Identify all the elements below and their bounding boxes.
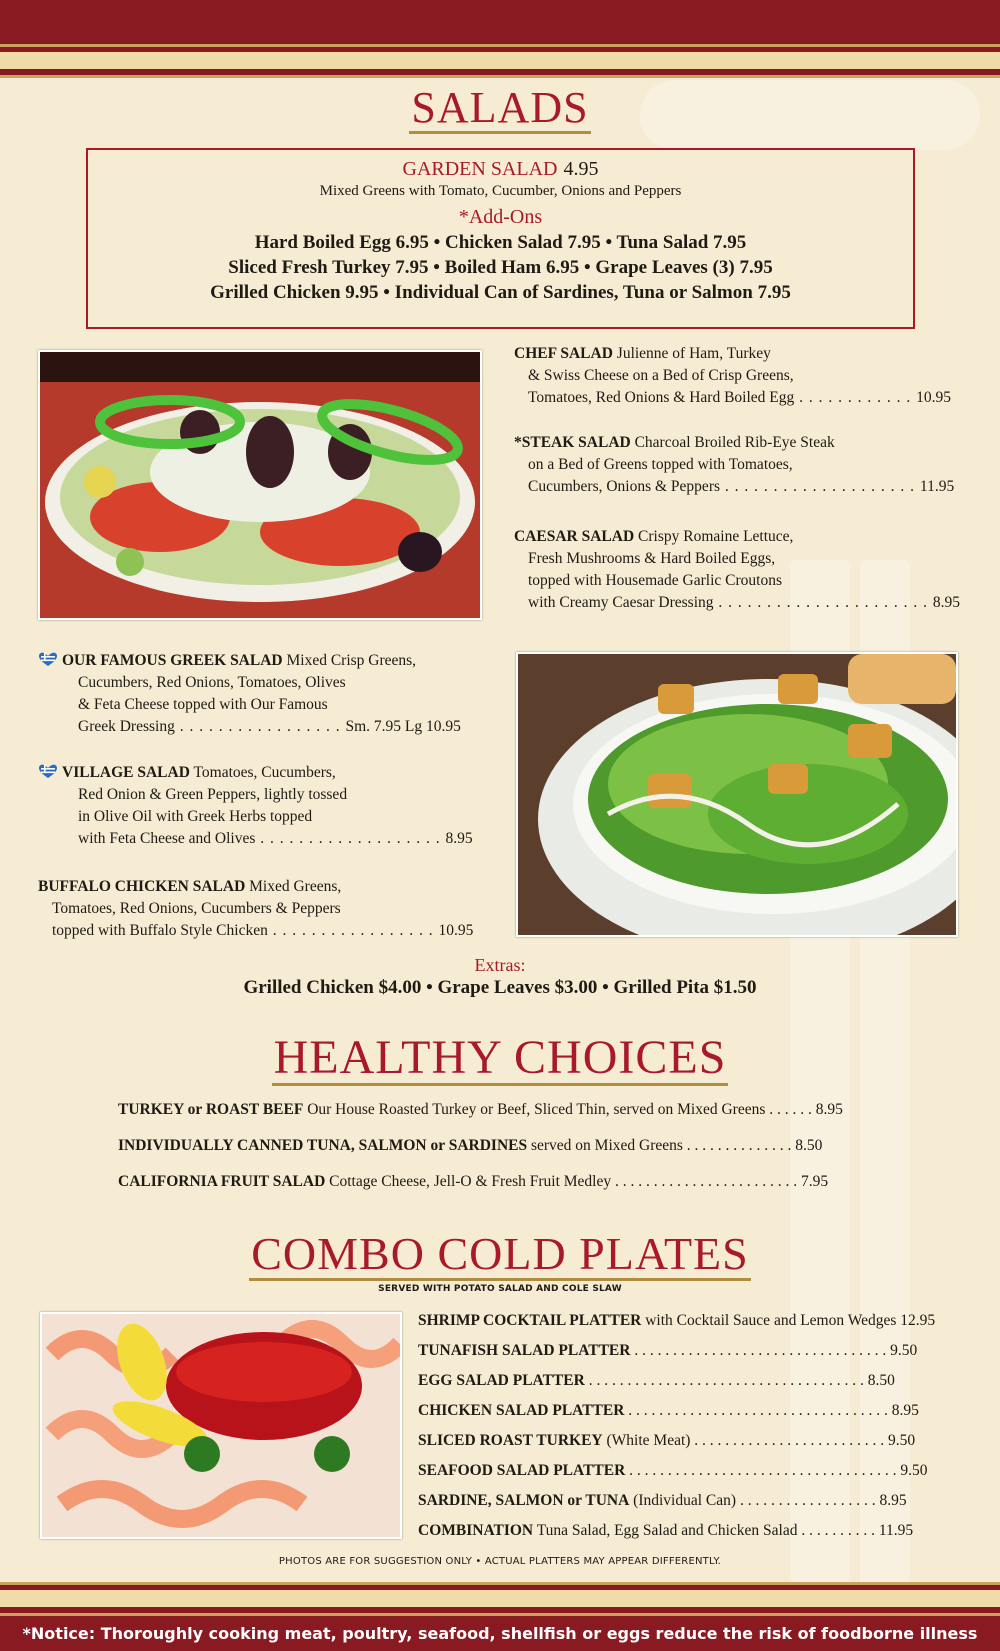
leader-dots: . . . . . . . . . . . . . . . . . [267, 922, 439, 939]
menu-item-sliced-roast-turkey [418, 1432, 915, 1450]
item-price: 10.95 [916, 389, 952, 406]
leader-dots: . . . . . . . . . . . . . . . . . . . . . . [713, 594, 933, 611]
menu-item-sardine-salmon-tuna [418, 1492, 907, 1510]
leader-dots: . . . . . . . . . . . . . . . . . [174, 718, 346, 735]
item-desc: with Cocktail Sauce and Lemon Wedges [645, 1312, 897, 1329]
greek-key-border-top [0, 44, 1000, 78]
item-desc: topped with Buffalo Style Chicken [52, 922, 268, 939]
item-price: 8.95 [815, 1101, 843, 1118]
item-price: 9.50 [888, 1432, 916, 1449]
item-name: TUNAFISH SALAD PLATTER [418, 1342, 631, 1359]
menu-item-combination [418, 1522, 913, 1540]
item-desc: on a Bed of Greens topped with Tomatoes, [528, 456, 793, 473]
menu-item-tunafish-salad-platter [418, 1342, 917, 1360]
item-name: EGG SALAD PLATTER [418, 1372, 585, 1389]
leader-dots: . . . . . . . . . . . . . . . . . . . . . . . . . . . . . . . . . [630, 1342, 891, 1359]
item-price: 7.95 [801, 1173, 829, 1190]
menu-item-turkey-roast-beef [118, 1101, 843, 1119]
menu-item-steak-salad [514, 432, 964, 498]
item-desc: & Feta Cheese topped with Our Famous [78, 696, 328, 713]
extras-title: Extras: [474, 955, 526, 975]
menu-item-egg-salad-platter [418, 1372, 895, 1390]
item-price: 8.50 [795, 1137, 823, 1154]
healthy-choices-heading-text: HEALTHY CHOICES [272, 1033, 729, 1086]
item-desc: Tuna Salad, Egg Salad and Chicken Salad [536, 1522, 798, 1539]
item-desc: served on Mixed Greens [530, 1137, 683, 1154]
item-name: OUR FAMOUS GREEK SALAD [62, 652, 283, 669]
extras-line: Grilled Chicken $4.00 • Grape Leaves $3.00 • Grilled Pita $1.50 [243, 977, 757, 998]
salads-heading [0, 82, 1000, 134]
garden-salad-box [86, 148, 915, 329]
caesar-salad-illustration [518, 654, 956, 935]
combo-cold-plates-heading [0, 1227, 1000, 1281]
leader-dots: . . . . . . . . . . . . . . . . . . . . . . . . . . . . . . . . . . . . [584, 1372, 868, 1389]
greek-salad-photo [38, 350, 482, 620]
leader-dots: . . . . . . . . . . . . . . . . . . . . . . . . . [690, 1432, 889, 1449]
menu-item-california-fruit-salad [118, 1173, 828, 1191]
menu-item-village-salad [38, 762, 488, 850]
item-name: CAESAR SALAD [514, 528, 635, 545]
item-desc: with Feta Cheese and Olives [78, 830, 256, 847]
item-name: SEAFOOD SALAD PLATTER [418, 1462, 626, 1479]
foodborne-illness-notice: *Notice: Thoroughly cooking meat, poultry, seafood, shellfish or eggs reduce the risk of foodborne illness [0, 1616, 1000, 1651]
item-desc: topped with Housemade Garlic Croutons [528, 572, 782, 589]
caesar-salad-photo [516, 652, 958, 937]
addons-line: Grilled Chicken 9.95 • Individual Can of Sardines, Tuna or Salmon 7.95 [210, 282, 791, 303]
item-price: 9.50 [890, 1342, 918, 1359]
item-desc: Cucumbers, Red Onions, Tomatoes, Olives [78, 674, 346, 691]
item-price: 9.50 [900, 1462, 928, 1479]
leader-dots: . . . . . . . . . . . . . . . . . . . [255, 830, 446, 847]
item-price: 8.95 [879, 1492, 907, 1509]
item-desc: Our House Roasted Turkey or Beef, Sliced Thin, served on Mixed Greens [307, 1101, 766, 1118]
item-desc: Tomatoes, Red Onions & Hard Boiled Egg [528, 389, 795, 406]
item-name: BUFFALO CHICKEN SALAD [38, 878, 246, 895]
leader-dots: . . . . . . [765, 1101, 816, 1118]
combo-subheading: SERVED WITH POTATO SALAD AND COLE SLAW [378, 1284, 622, 1294]
item-desc: in Olive Oil with Greek Herbs topped [78, 808, 313, 825]
item-name: CHEF SALAD [514, 345, 613, 362]
menu-item-seafood-salad-platter [418, 1462, 928, 1480]
garden-salad-price: 4.95 [563, 158, 599, 180]
item-desc: Cottage Cheese, Jell-O & Fresh Fruit Medley [329, 1173, 612, 1190]
leader-dots: . . . . . . . . . . . . [794, 389, 917, 406]
addons-line: Sliced Fresh Turkey 7.95 • Boiled Ham 6.95 • Grape Leaves (3) 7.95 [228, 257, 773, 278]
item-name: SHRIMP COCKTAIL PLATTER [418, 1312, 642, 1329]
item-price: 8.50 [867, 1372, 895, 1389]
shrimp-cocktail-illustration [42, 1314, 400, 1537]
item-price: Sm. 7.95 Lg 10.95 [345, 718, 461, 735]
item-desc: Mixed Crisp Greens, [286, 652, 417, 669]
item-desc: Tomatoes, Red Onions, Cucumbers & Peppers [52, 900, 341, 917]
menu-item-greek-salad [38, 650, 488, 738]
item-name: CALIFORNIA FRUIT SALAD [118, 1173, 326, 1190]
greek-flag-icon [38, 763, 58, 779]
leader-dots: . . . . . . . . . . . . . . . . . . . . . . . . [611, 1173, 801, 1190]
menu-item-shrimp-cocktail-platter [418, 1312, 935, 1330]
item-price: 8.95 [445, 830, 473, 847]
item-desc: (Individual Can) [633, 1492, 737, 1509]
item-name: SLICED ROAST TURKEY [418, 1432, 603, 1449]
item-desc: Greek Dressing [78, 718, 175, 735]
item-desc: Fresh Mushrooms & Hard Boiled Eggs, [528, 550, 776, 567]
item-name: VILLAGE SALAD [62, 764, 190, 781]
item-price: 8.95 [932, 594, 961, 611]
item-price: 11.95 [878, 1522, 914, 1539]
menu-item-canned-tuna [118, 1137, 822, 1155]
item-name: TURKEY or ROAST BEEF [118, 1101, 304, 1118]
shrimp-cocktail-photo [40, 1312, 402, 1539]
garden-salad-name: GARDEN SALAD [402, 158, 558, 180]
item-desc: Mixed Greens, [249, 878, 342, 895]
greek-flag-icon [38, 651, 58, 667]
healthy-choices-heading [0, 1030, 1000, 1086]
leader-dots: . . . . . . . . . . . . . . . . . . . . . . . . . . . . . . . . . . [624, 1402, 892, 1419]
menu-item-caesar-salad [514, 526, 964, 614]
addons-line: Hard Boiled Egg 6.95 • Chicken Salad 7.95 • Tuna Salad 7.95 [254, 232, 747, 253]
item-price: 8.95 [891, 1402, 919, 1419]
leader-dots: . . . . . . . . . . . . . . . . . . [736, 1492, 880, 1509]
item-name: COMBINATION [418, 1522, 534, 1539]
garden-salad-description: Mixed Greens with Tomato, Cucumber, Onions and Peppers [319, 183, 682, 199]
item-price: 12.95 [900, 1312, 936, 1329]
leader-dots: . . . . . . . . . . . . . . . . . . . . . . . . . . . . . . . . . . . [625, 1462, 901, 1479]
item-desc: (White Meat) [606, 1432, 691, 1449]
item-desc: Cucumbers, Onions & Peppers [528, 478, 721, 495]
item-name: *STEAK SALAD [514, 434, 631, 451]
leader-dots: . . . . . . . . . . . . . . . . . . . . [720, 478, 920, 495]
greek-salad-illustration [40, 352, 480, 618]
menu-item-chef-salad [514, 343, 964, 409]
combo-cold-plates-heading-text: COMBO COLD PLATES [249, 1230, 751, 1281]
photo-disclaimer: PHOTOS ARE FOR SUGGESTION ONLY • ACTUAL PLATTERS MAY APPEAR DIFFERENTLY. [278, 1556, 722, 1567]
salads-heading-text: SALADS [409, 85, 590, 134]
menu-item-buffalo-chicken-salad [38, 876, 488, 942]
item-desc: Charcoal Broiled Rib-Eye Steak [634, 434, 835, 451]
item-desc: with Creamy Caesar Dressing [528, 594, 714, 611]
item-desc: & Swiss Cheese on a Bed of Crisp Greens, [528, 367, 794, 384]
leader-dots: . . . . . . . . . . [797, 1522, 879, 1539]
item-price: 10.95 [438, 922, 474, 939]
garden-salad-title [88, 158, 913, 181]
item-price: 11.95 [919, 478, 955, 495]
item-desc: Tomatoes, Cucumbers, [193, 764, 336, 781]
menu-item-chicken-salad-platter [418, 1402, 919, 1420]
top-band [0, 0, 1000, 44]
item-desc: Crispy Romaine Lettuce, [638, 528, 794, 545]
addons-title: *Add-Ons [458, 206, 543, 228]
item-desc: Julienne of Ham, Turkey [616, 345, 771, 362]
item-name: CHICKEN SALAD PLATTER [418, 1402, 625, 1419]
item-name: INDIVIDUALLY CANNED TUNA, SALMON or SARDINES [118, 1137, 528, 1154]
leader-dots: . . . . . . . . . . . . . . [682, 1137, 796, 1154]
greek-key-border-bottom [0, 1582, 1000, 1616]
item-desc: Red Onion & Green Peppers, lightly tossed [78, 786, 348, 803]
item-name: SARDINE, SALMON or TUNA [418, 1492, 630, 1509]
